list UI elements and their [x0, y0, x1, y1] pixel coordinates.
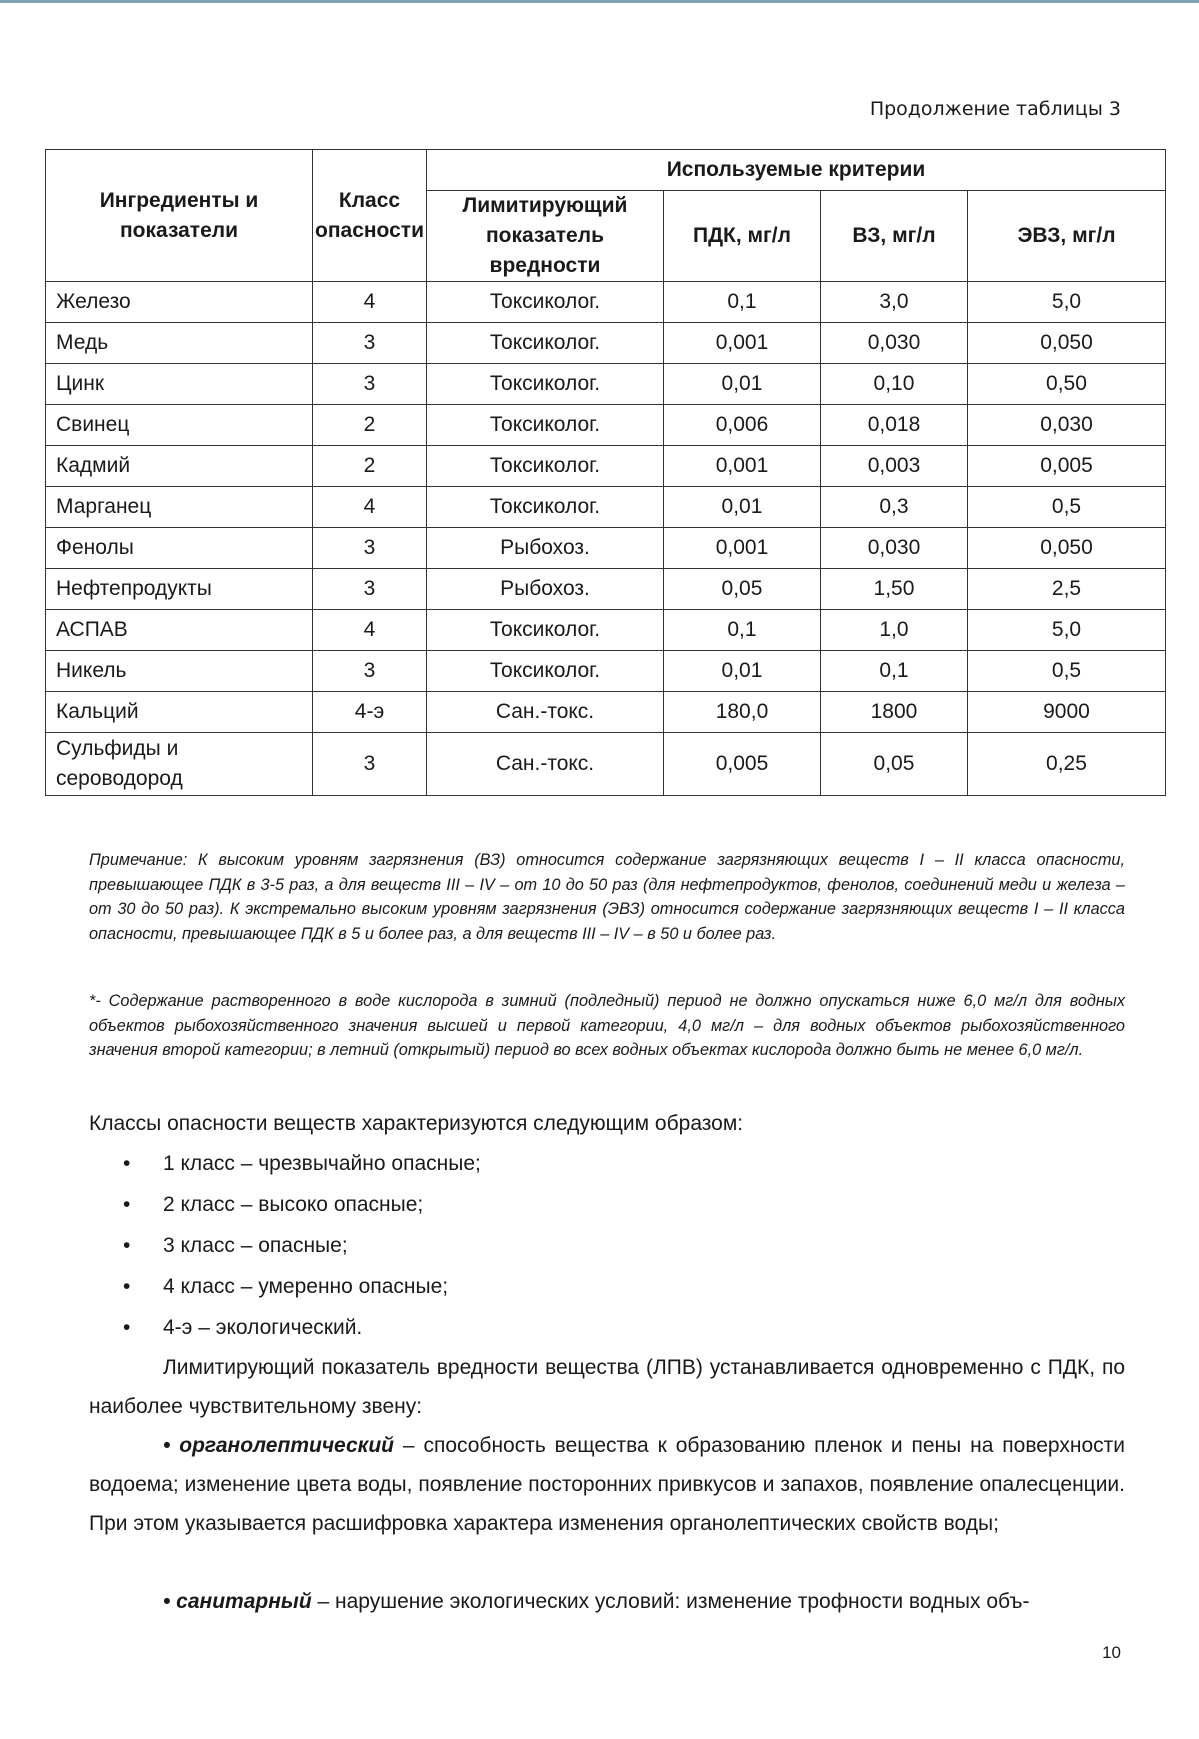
list-item-text: 4-э – экологический.	[163, 1316, 363, 1339]
cell-class: 4	[313, 610, 427, 651]
hazard-classes-list	[89, 1143, 481, 1348]
cell-limiting: Сан.-токс.	[426, 733, 663, 796]
cell-vz: 0,1	[820, 651, 967, 692]
cell-evz: 5,0	[967, 610, 1165, 651]
cell-evz: 0,050	[967, 323, 1165, 364]
cell-class: 3	[313, 528, 427, 569]
cell-limiting: Токсиколог.	[426, 323, 663, 364]
cell-evz: 0,25	[967, 733, 1165, 796]
cell-class: 3	[313, 651, 427, 692]
list-item	[89, 1143, 481, 1184]
cell-limiting: Токсиколог.	[426, 446, 663, 487]
list-item-text: 4 класс – умеренно опасные;	[163, 1275, 449, 1298]
table-row	[46, 733, 1166, 796]
table-row	[46, 610, 1166, 651]
cell-limiting: Токсиколог.	[426, 487, 663, 528]
bullet-icon: •	[123, 1316, 131, 1339]
cell-limiting: Рыбохоз.	[426, 528, 663, 569]
cell-vz: 0,3	[820, 487, 967, 528]
cell-vz: 0,003	[820, 446, 967, 487]
table-row	[46, 528, 1166, 569]
table-row	[46, 569, 1166, 610]
bullet-icon: •	[123, 1275, 131, 1298]
hazard-classes-intro: Классы опасности веществ характеризуются следующим образом:	[89, 1112, 744, 1135]
bullet-icon: •	[123, 1234, 131, 1257]
cell-evz: 0,5	[967, 651, 1165, 692]
cell-limiting: Токсиколог.	[426, 610, 663, 651]
bullet-icon: •	[123, 1152, 131, 1175]
cell-ingredient: Никель	[46, 651, 313, 692]
cell-evz: 2,5	[967, 569, 1165, 610]
cell-class: 2	[313, 405, 427, 446]
table-row	[46, 446, 1166, 487]
cell-vz: 3,0	[820, 282, 967, 323]
cell-class: 4	[313, 487, 427, 528]
cell-ingredient: Железо	[46, 282, 313, 323]
header-vz: ВЗ, мг/л	[820, 191, 967, 282]
page-top-edge	[0, 0, 1199, 3]
table-row	[46, 487, 1166, 528]
cell-evz: 0,005	[967, 446, 1165, 487]
cell-pdk: 0,05	[663, 569, 820, 610]
organoleptic-term: • органолептический	[163, 1434, 394, 1457]
table-row	[46, 651, 1166, 692]
cell-class: 4	[313, 282, 427, 323]
list-item	[89, 1307, 481, 1348]
cell-pdk: 0,01	[663, 651, 820, 692]
cell-vz: 0,030	[820, 528, 967, 569]
cell-limiting: Токсиколог.	[426, 282, 663, 323]
cell-pdk: 0,01	[663, 487, 820, 528]
cell-class: 3	[313, 364, 427, 405]
cell-vz: 0,018	[820, 405, 967, 446]
cell-ingredient: Марганец	[46, 487, 313, 528]
table-row	[46, 692, 1166, 733]
header-evz: ЭВЗ, мг/л	[967, 191, 1165, 282]
cell-pdk: 0,001	[663, 323, 820, 364]
sanitary-term: • санитарный	[163, 1590, 312, 1613]
list-item-text: 3 класс – опасные;	[163, 1234, 348, 1257]
sanitary-paragraph	[89, 1582, 1125, 1621]
cell-limiting: Токсиколог.	[426, 364, 663, 405]
header-hazard-class: Класс опасности	[313, 150, 427, 282]
table-row	[46, 282, 1166, 323]
cell-evz: 0,050	[967, 528, 1165, 569]
cell-vz: 1,50	[820, 569, 967, 610]
organoleptic-text: – способность вещества к образованию пленок и пены на поверхности водоема; изменение цвета воды, появление посторонних привкусов и запахов, появление опалесценции. При этом указывается расшифровка характера изменения органолептических свойств воды;	[89, 1434, 1125, 1535]
cell-limiting: Рыбохоз.	[426, 569, 663, 610]
list-item-text: 2 класс – высоко опасные;	[163, 1193, 424, 1216]
cell-pdk: 0,001	[663, 528, 820, 569]
cell-pdk: 0,005	[663, 733, 820, 796]
cell-evz: 5,0	[967, 282, 1165, 323]
list-item	[89, 1184, 481, 1225]
header-limiting: Лимитирующий показатель вредности	[426, 191, 663, 282]
cell-vz: 0,030	[820, 323, 967, 364]
lpv-paragraph: Лимитирующий показатель вредности вещества (ЛПВ) устанавливается одновременно с ПДК, по наиболее чувствительному звену:	[89, 1356, 1125, 1418]
cell-pdk: 0,01	[663, 364, 820, 405]
table-row	[46, 405, 1166, 446]
cell-class: 3	[313, 733, 427, 796]
cell-ingredient: Сульфиды и сероводород	[46, 733, 313, 796]
bullet-icon: •	[123, 1193, 131, 1216]
page-number: 10	[1102, 1643, 1121, 1662]
cell-pdk: 180,0	[663, 692, 820, 733]
cell-ingredient: Кадмий	[46, 446, 313, 487]
cell-evz: 0,50	[967, 364, 1165, 405]
sanitary-text: – нарушение экологических условий: изменение трофности водных объ-	[311, 1590, 1030, 1613]
cell-pdk: 0,006	[663, 405, 820, 446]
table-row	[46, 364, 1166, 405]
cell-ingredient: Фенолы	[46, 528, 313, 569]
list-item	[89, 1225, 481, 1266]
table-header-row	[46, 150, 1166, 191]
cell-vz: 0,10	[820, 364, 967, 405]
cell-ingredient: АСПАВ	[46, 610, 313, 651]
cell-limiting: Токсиколог.	[426, 405, 663, 446]
cell-class: 4-э	[313, 692, 427, 733]
cell-class: 3	[313, 569, 427, 610]
cell-class: 2	[313, 446, 427, 487]
organoleptic-paragraph	[89, 1426, 1125, 1543]
cell-ingredient: Свинец	[46, 405, 313, 446]
header-ingredients: Ингредиенты и показатели	[46, 150, 313, 282]
cell-ingredient: Цинк	[46, 364, 313, 405]
cell-vz: 1,0	[820, 610, 967, 651]
cell-vz: 0,05	[820, 733, 967, 796]
cell-evz: 0,030	[967, 405, 1165, 446]
cell-evz: 9000	[967, 692, 1165, 733]
header-criteria: Используемые критерии	[426, 150, 1165, 191]
table-note: Примечание: К высоким уровням загрязнения (ВЗ) относится содержание загрязняющих веществ I – II класса опасности, превышающее ПДК в 3-5 раз, а для веществ III – IV – от 10 до 50 раз (для нефтепродуктов, фенолов, соединений меди и железа – от 30 до 50 раз). К экстремально высоким уровням загрязнения (ЭВЗ) относится содержание загрязняющих веществ I – II класса опасности, превышающее ПДК в 5 и более раз, а для веществ III – IV – в 50 и более раз.	[89, 851, 1125, 943]
cell-limiting: Сан.-токс.	[426, 692, 663, 733]
list-item	[89, 1266, 481, 1307]
cell-pdk: 0,1	[663, 610, 820, 651]
cell-pdk: 0,001	[663, 446, 820, 487]
header-pdk: ПДК, мг/л	[663, 191, 820, 282]
cell-ingredient: Нефтепродукты	[46, 569, 313, 610]
cell-evz: 0,5	[967, 487, 1165, 528]
cell-ingredient: Медь	[46, 323, 313, 364]
criteria-table	[45, 149, 1166, 796]
cell-pdk: 0,1	[663, 282, 820, 323]
list-item-text: 1 класс – чрезвычайно опасные;	[163, 1152, 481, 1175]
cell-limiting: Токсиколог.	[426, 651, 663, 692]
table-row	[46, 323, 1166, 364]
cell-ingredient: Кальций	[46, 692, 313, 733]
cell-class: 3	[313, 323, 427, 364]
oxygen-footnote: *- Содержание растворенного в воде кислорода в зимний (подледный) период не должно опускаться ниже 6,0 мг/л для водных объектов рыбохозяйственного значения высшей и первой категории, 4,0 мг/л – для водных объектов рыбохозяйственного значения второй категории; в летний (открытый) период во всех водных объектах кислорода должно быть не менее 6,0 мг/л.	[89, 992, 1125, 1059]
cell-vz: 1800	[820, 692, 967, 733]
table-continuation-label: Продолжение таблицы 3	[869, 98, 1121, 120]
